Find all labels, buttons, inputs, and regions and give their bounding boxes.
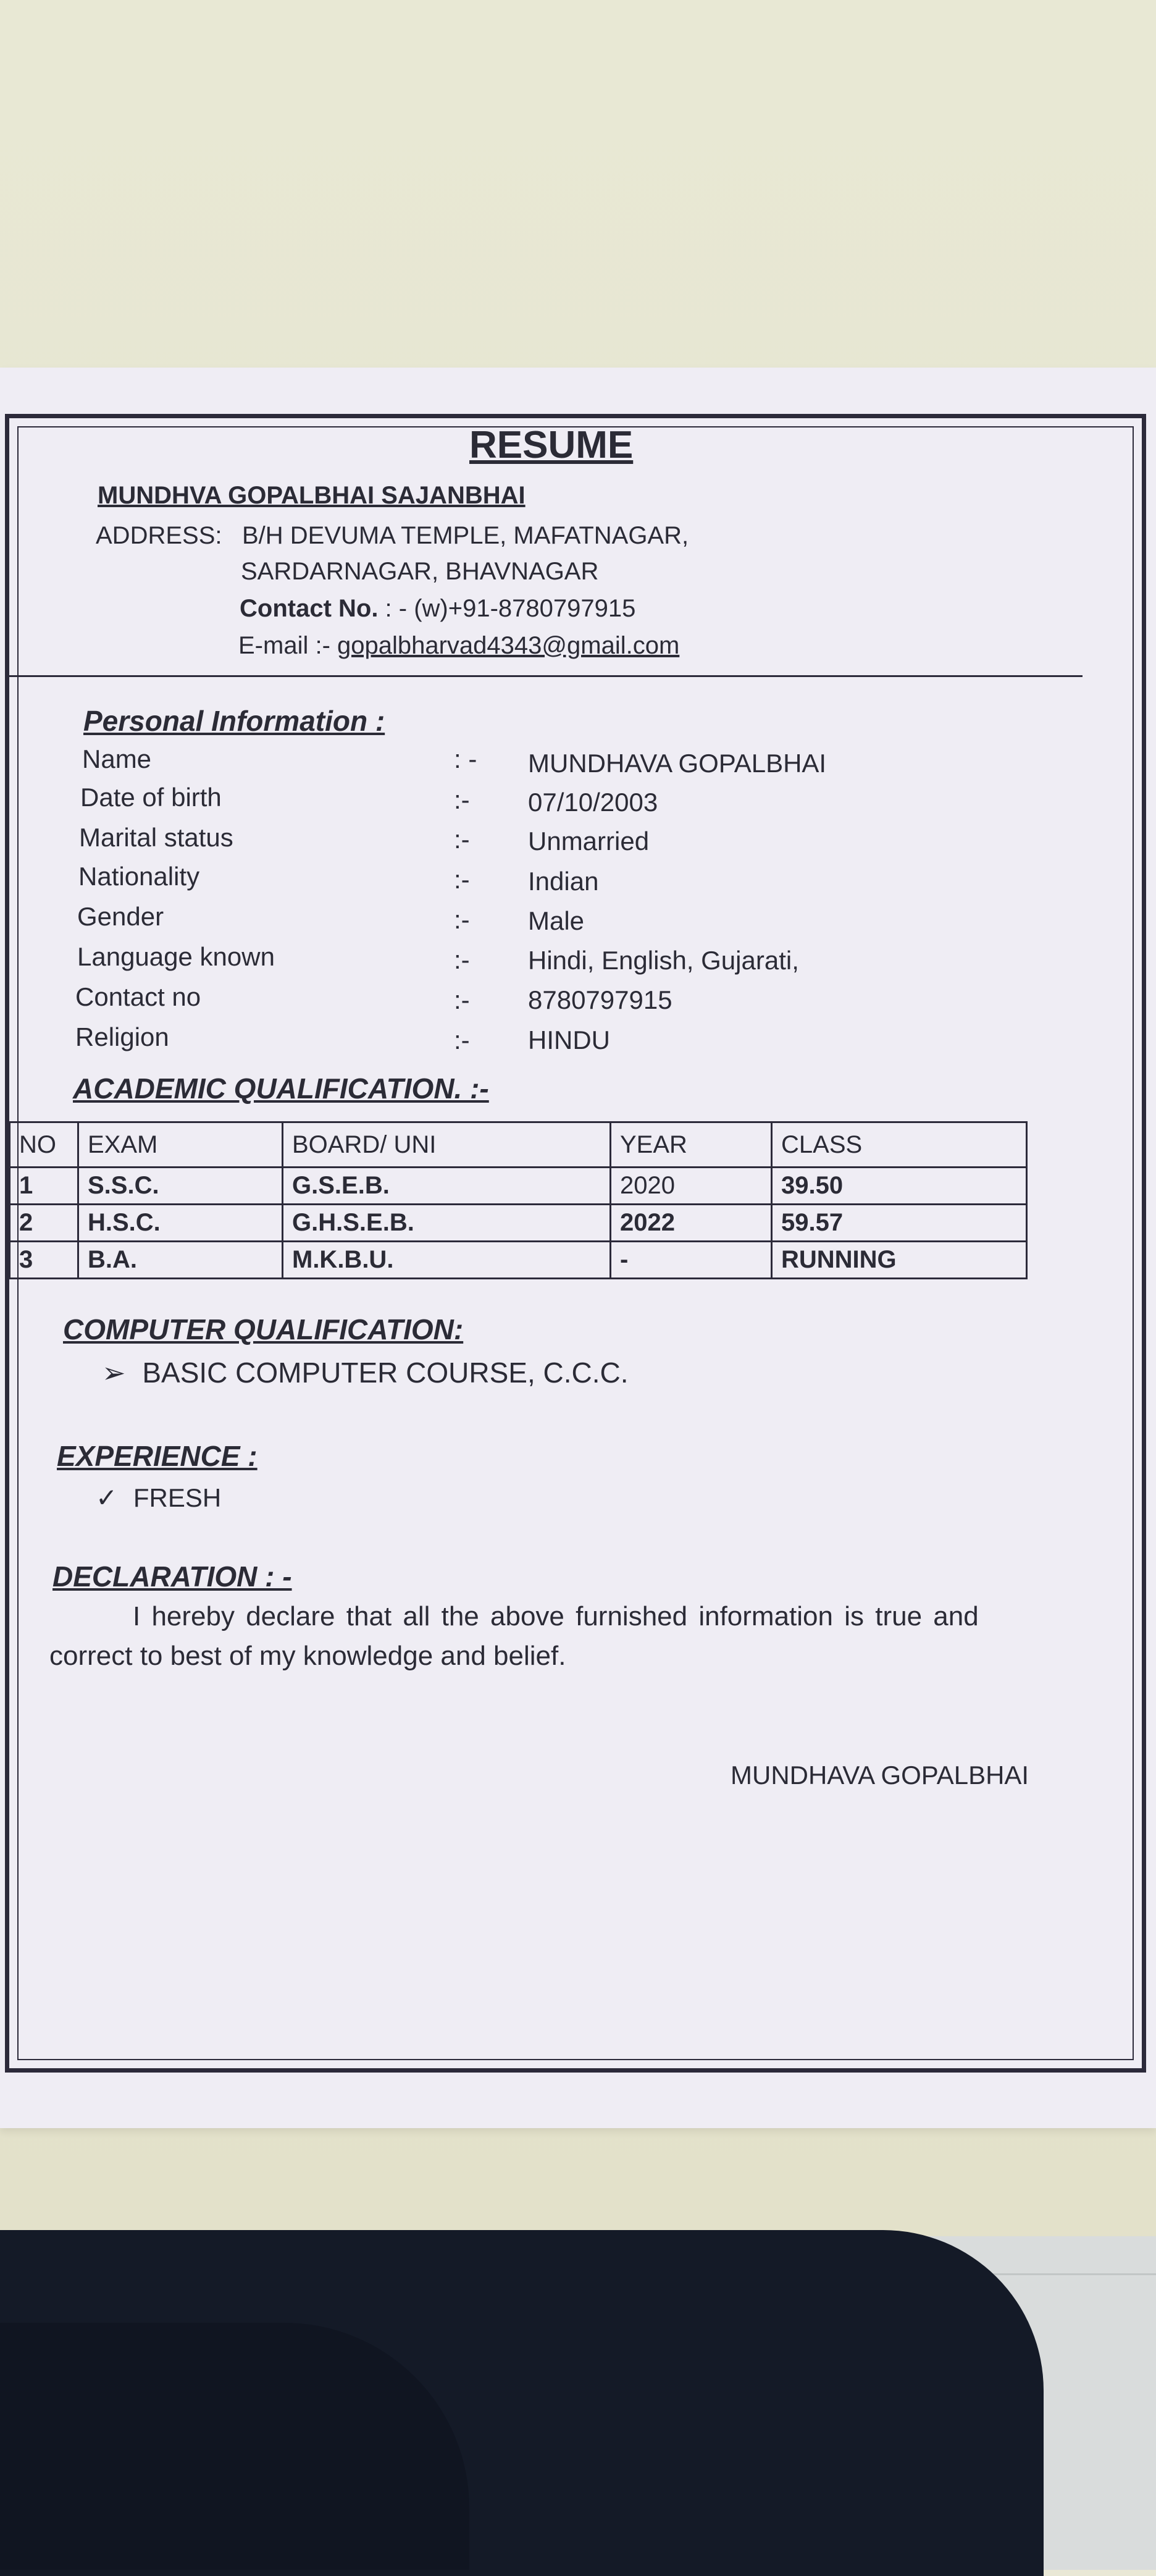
computer-heading: COMPUTER QUALIFICATION:: [63, 1313, 464, 1345]
academic-table: [9, 1121, 1028, 1279]
personal-colon: :-: [454, 905, 470, 934]
table-cell: 59.57: [772, 1205, 1027, 1242]
table-header-cell: BOARD/ UNI: [283, 1122, 611, 1168]
personal-label: Name: [82, 744, 152, 773]
table-cell: RUNNING: [772, 1242, 1027, 1279]
resume-title: RESUME: [469, 424, 634, 466]
table-cell: 3: [10, 1242, 78, 1279]
personal-value: Indian: [528, 867, 599, 896]
email-label: E-mail :-: [238, 632, 337, 659]
experience-item: [96, 1483, 221, 1513]
personal-label: Religion: [75, 1022, 169, 1051]
header-divider: [5, 675, 1083, 677]
personal-value: HINDU: [528, 1025, 610, 1054]
full-name: MUNDHVA GOPALBHAI SAJANBHAI: [98, 482, 526, 509]
personal-value: MUNDHAVA GOPALBHAI: [528, 749, 827, 778]
computer-item-text: BASIC COMPUTER COURSE, C.C.C.: [142, 1357, 629, 1389]
personal-label: Language known: [77, 942, 275, 971]
personal-label: Marital status: [79, 823, 233, 852]
personal-value: 07/10/2003: [528, 788, 658, 817]
table-cell: S.S.C.: [78, 1168, 283, 1205]
computer-item: [102, 1356, 629, 1389]
address-line-2: SARDARNAGAR, BHAVNAGAR: [241, 558, 599, 585]
personal-label: Gender: [77, 902, 164, 931]
check-bullet-icon: ✓: [96, 1483, 118, 1512]
table-cell: 1: [10, 1168, 78, 1205]
personal-value: Male: [528, 906, 585, 935]
table-cell: H.S.C.: [78, 1205, 283, 1242]
table-cell: G.S.E.B.: [283, 1168, 611, 1205]
personal-info-heading: Personal Information :: [83, 705, 385, 737]
table-header-cell: EXAM: [78, 1122, 283, 1168]
contact-value: : - (w)+91-8780797915: [378, 595, 636, 622]
table-header-cell: NO: [10, 1122, 78, 1168]
signature-name: MUNDHAVA GOPALBHAI: [731, 1761, 1029, 1790]
personal-value: Unmarried: [528, 827, 650, 856]
table-cell: -: [611, 1242, 772, 1279]
table-header-cell: CLASS: [772, 1122, 1027, 1168]
table-row: [10, 1168, 1027, 1205]
address-line-1: B/H DEVUMA TEMPLE, MAFATNAGAR,: [242, 522, 689, 549]
table-cell: 2020: [611, 1168, 772, 1205]
contact-label: Contact No.: [240, 595, 379, 622]
table-cell: 2022: [611, 1205, 772, 1242]
personal-colon: :-: [454, 825, 470, 854]
personal-label: Date of birth: [80, 783, 222, 812]
contact-line: [240, 595, 635, 623]
email-value: gopalbharvad4343@gmail.com: [337, 632, 680, 659]
arrow-bullet-icon: ➢: [102, 1357, 126, 1389]
personal-colon: :-: [454, 785, 470, 814]
declaration-line-1: I hereby declare that all the above furnished information is true and: [133, 1601, 979, 1631]
table-cell: 2: [10, 1205, 78, 1242]
table-header-cell: YEAR: [611, 1122, 772, 1168]
experience-heading: EXPERIENCE :: [57, 1440, 258, 1472]
personal-colon: : -: [454, 744, 477, 773]
personal-label: Contact no: [75, 982, 201, 1011]
personal-colon: :-: [454, 985, 470, 1014]
address-label: ADDRESS:: [96, 522, 222, 549]
table-row: [10, 1242, 1027, 1279]
personal-colon: :-: [454, 945, 470, 974]
declaration-heading: DECLARATION : -: [52, 1560, 292, 1593]
personal-label: Nationality: [78, 862, 200, 891]
email-line: [238, 632, 679, 660]
personal-value: 8780797915: [528, 985, 672, 1014]
resume-paper: [0, 368, 1156, 2128]
table-row: [10, 1205, 1027, 1242]
table-header-row: [10, 1122, 1027, 1168]
table-cell: B.A.: [78, 1242, 283, 1279]
academic-heading: ACADEMIC QUALIFICATION. :-: [73, 1072, 489, 1105]
table-cell: 39.50: [772, 1168, 1027, 1205]
declaration-line-2: correct to best of my knowledge and belief.: [49, 1641, 566, 1671]
personal-colon: :-: [454, 865, 470, 894]
personal-value: Hindi, English, Gujarati,: [528, 946, 799, 975]
experience-item-text: FRESH: [133, 1483, 222, 1512]
personal-colon: :-: [454, 1025, 470, 1054]
table-cell: M.K.B.U.: [283, 1242, 611, 1279]
table-cell: G.H.S.E.B.: [283, 1205, 611, 1242]
